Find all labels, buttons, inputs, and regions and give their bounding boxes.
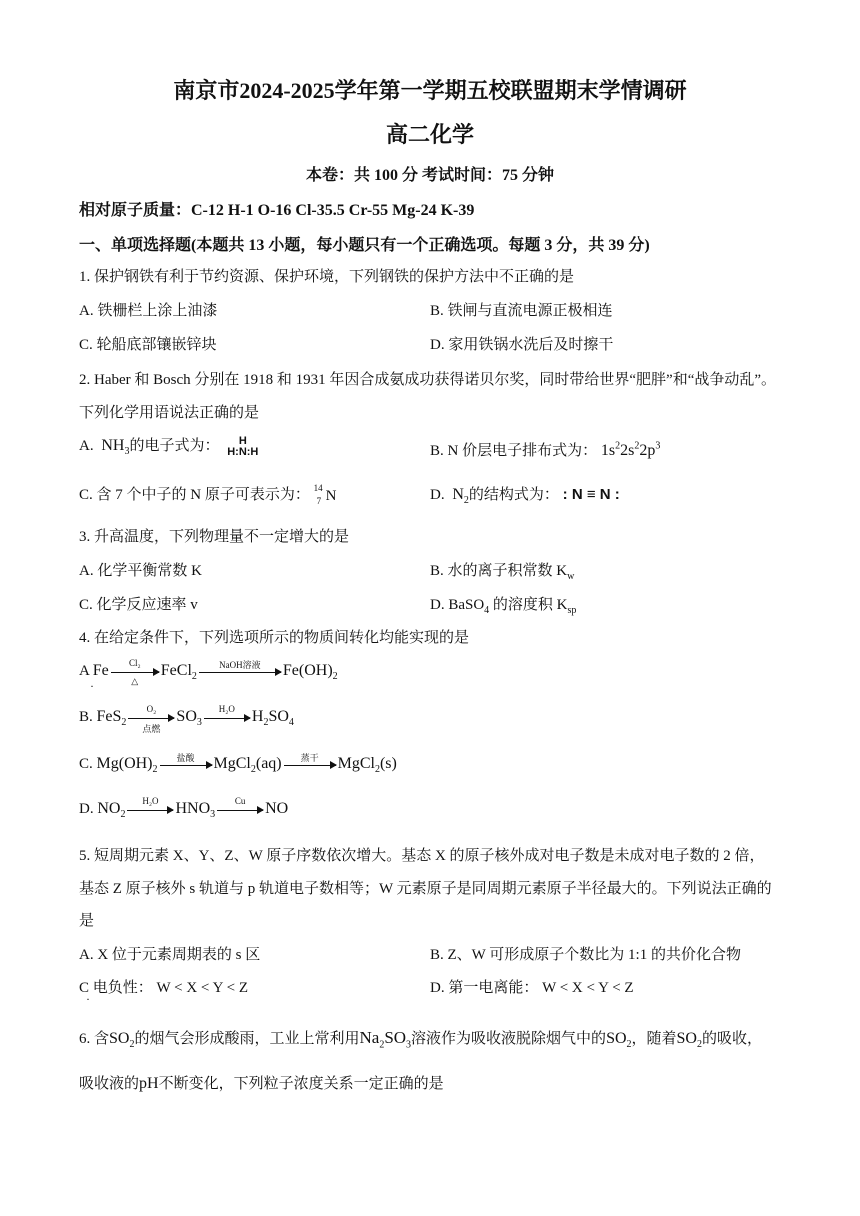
reaction-arrow xyxy=(160,752,212,766)
q4-c-eq: $Mg(OH)_2$ 盐酸 MgCl$_2$(aq) 蒸干 MgCl$_2$(s) xyxy=(96,752,397,776)
q3-stem: 3. 升高温度，下列物理量不一定增大的是 xyxy=(79,529,350,545)
exam-title: 南京市2024-2025学年第一学期五校联盟期末学情调研 xyxy=(173,78,687,103)
reaction-arrow xyxy=(199,659,281,673)
ph-symbol: pH xyxy=(139,1075,159,1092)
q4-c-p1-state: (aq) xyxy=(255,755,282,772)
arrow-cond-over: O₂ xyxy=(146,703,157,714)
q4-stem: 4. 在给定条件下，下列选项所示的物质间转化均能实现的是 xyxy=(79,630,470,646)
q4-c-p1: MgCl xyxy=(213,755,251,772)
q6-stem-line2 xyxy=(79,1072,444,1093)
q3-option-b xyxy=(430,559,574,582)
q2-b-text: B. N 价层电子排布式为： xyxy=(430,443,598,459)
q4-c-label: C. xyxy=(79,756,93,772)
q1-option-b: B. 铁闸与直流电源正极相连 xyxy=(430,303,613,319)
q4-a-r1: Fe xyxy=(92,662,109,679)
dot-mark: · xyxy=(86,992,90,1006)
section-heading: 一、单项选择题(本题共 13 小题，每小题只有一个正确选项。每题 3 分，共 39 分) xyxy=(79,237,650,254)
atomic-masses: 相对原子质量：C-12 H-1 O-16 Cl-35.5 Cr-55 Mg-24 K-39 xyxy=(79,202,475,219)
reaction-arrow xyxy=(217,795,263,811)
arrow-cond-under: △ xyxy=(131,675,139,686)
lewis-top-h: H xyxy=(238,434,247,447)
q5-option-c: C 电负性： W < X < Y < Z xyxy=(79,980,248,996)
arrow-cond-over: NaOH溶液 xyxy=(219,659,261,670)
arrow-cond-over: H₂O xyxy=(142,795,159,806)
q5-stem-line1: 5. 短周期元素 X、Y、Z、W 原子序数依次增大。基态 X 的原子核外成对电子数是未成对电子数的 2 倍， xyxy=(79,848,765,864)
q4-a-p1: FeCl xyxy=(160,662,192,679)
q5-option-b: B. Z、W 可形成原子个数比为 1:1 的共价化合物 xyxy=(430,947,741,963)
q3-d-text: D. BaSO xyxy=(430,597,485,613)
nuclide-symbol xyxy=(313,482,337,506)
q3-option-a: A. 化学平衡常数 K xyxy=(79,563,202,579)
q2-c-text: C. 含 7 个中子的 N 原子可表示为： xyxy=(79,487,310,503)
electron-configuration: $1s^22s^22p^3$ xyxy=(600,440,661,459)
q4-d-eq: $NO_2$ H₂O $HNO_3$ Cu NO xyxy=(97,795,289,821)
q2-option-d xyxy=(430,483,620,506)
q2-d-prefix: D. xyxy=(430,487,445,503)
reaction-arrow xyxy=(204,703,250,719)
arrow-cond-over: 盐酸 xyxy=(176,752,195,763)
exam-subject: 高二化学 xyxy=(385,122,474,147)
arrow-cond-over: Cu xyxy=(234,795,246,806)
q2-stem-line1: 2. Haber 和 Bosch 分别在 1918 和 1931 年因合成氨成功获得诺贝尔奖，同时带给世界“肥胖”和“战争动乱”。 xyxy=(79,372,777,388)
nuclide-element: N xyxy=(325,487,337,504)
q4-c-p2: MgCl xyxy=(337,755,375,772)
q4-d-label: D. xyxy=(79,801,94,817)
so2-formula: $SO_2$ xyxy=(109,1030,135,1051)
na2so3-formula: $Na_2SO_3$ xyxy=(359,1028,412,1051)
q4-b-r1: FeS xyxy=(96,708,122,725)
q1-option-c: C. 轮船底部镶嵌锌块 xyxy=(79,337,217,353)
q6-text-c: 溶液作为吸收液脱除烟气中的 xyxy=(411,1031,607,1047)
reaction-arrow xyxy=(284,752,336,766)
q4-c-r1: Mg(OH) xyxy=(96,755,153,772)
q2-a-formula: $NH_3$ xyxy=(97,437,130,458)
q6-text-g: 不断变化，下列粒子浓度关系一定正确的是 xyxy=(158,1076,444,1092)
q3-b-text: B. 水的离子积常数 K xyxy=(430,563,568,579)
q2-option-a xyxy=(79,434,258,458)
ammonia-lewis-structure xyxy=(227,436,258,458)
q2-option-b xyxy=(430,439,660,460)
q4-option-a xyxy=(79,657,338,686)
n2-structure: : N ≡ N : xyxy=(562,486,620,503)
q2-stem-line2: 下列化学用语说法正确的是 xyxy=(79,405,260,421)
q5-stem-line3: 是 xyxy=(79,913,95,929)
arrow-cond-over: Cl₂ xyxy=(128,657,141,668)
q4-d-r1: NO xyxy=(97,800,121,817)
q3-d-sub4: 4 xyxy=(484,605,490,616)
q5-stem-line2: 基态 Z 原子核外 s 轨道与 p 轨道电子数相等；W 元素原子是同周期元素原子半径最大的。下列说法正确的 xyxy=(79,881,772,897)
exam-info: 本卷：共 100 分 考试时间：75 分钟 xyxy=(305,167,554,184)
q6-stem-line1 xyxy=(79,1027,762,1050)
q3-d-sub: sp xyxy=(567,605,577,616)
so2-formula: $SO_2$ xyxy=(676,1030,702,1051)
q4-a-eq: Fe Cl₂ △ FeCl$_2$ NaOH溶液 $Fe(OH)_2$ xyxy=(92,657,338,686)
q1-option-a: A. 铁栅栏上涂上油漆 xyxy=(79,303,218,319)
arrow-cond-over: H₂O xyxy=(218,703,235,714)
q6-text-b: 的烟气会形成酸雨，工业上常利用 xyxy=(134,1031,360,1047)
q2-d-text: 的结构式为： xyxy=(468,487,559,503)
q3-option-c: C. 化学反应速率 v xyxy=(79,597,198,613)
q4-option-c xyxy=(79,752,397,776)
q6-text-e: 的吸收， xyxy=(701,1031,762,1047)
dot-mark: · xyxy=(90,679,94,693)
nuclide-z: 7 xyxy=(316,495,322,506)
q5-option-d: D. 第一电离能： W < X < Y < Z xyxy=(430,980,634,996)
arrow-cond-under: 点燃 xyxy=(142,723,161,734)
reaction-arrow xyxy=(127,795,173,811)
reaction-arrow xyxy=(111,657,159,686)
q6-text-d: ，随着 xyxy=(631,1031,677,1047)
q4-option-b xyxy=(79,703,294,734)
q4-b-eq: FeS$_2$ O₂ 点燃 $SO_3$ H₂O $H_2SO_4$ xyxy=(96,703,294,734)
q4-b-label: B. xyxy=(79,709,93,725)
nuclide-mass: 14 xyxy=(313,482,323,493)
q4-option-d xyxy=(79,795,289,821)
q2-option-c xyxy=(79,483,336,505)
q2-d-formula: $N_2$ xyxy=(448,486,469,507)
q4-a-p2: Fe(OH) xyxy=(282,662,333,679)
q2-a-text: 的电子式为： xyxy=(129,438,220,454)
q3-option-d xyxy=(430,593,576,616)
q2-a-prefix: A. xyxy=(79,438,94,454)
so2-formula: $SO_2$ xyxy=(606,1030,632,1051)
q3-d-rest: 的溶度积 K xyxy=(489,597,568,613)
q4-a-label: A xyxy=(79,663,90,679)
q5-option-a: A. X 位于元素周期表的 s 区 xyxy=(79,947,261,963)
q4-b-p2: H xyxy=(251,708,264,725)
q1-stem: 1. 保护钢铁有利于节约资源、保护环境，下列钢铁的保护方法中不正确的是 xyxy=(79,269,575,285)
arrow-cond-over: 蒸干 xyxy=(300,752,319,763)
q4-d-p1: HNO xyxy=(175,800,211,817)
q4-b-p1: SO xyxy=(176,708,197,725)
q6-text-a: 6. 含 xyxy=(79,1031,110,1047)
lewis-mid-row: H:N:H xyxy=(227,445,259,458)
q3-b-sub: w xyxy=(567,571,575,582)
reaction-arrow xyxy=(128,703,174,734)
q1-option-d: D. 家用铁锅水洗后及时擦干 xyxy=(430,337,614,353)
q4-d-p2: NO xyxy=(265,800,289,817)
q4-c-p2-state: (s) xyxy=(379,755,397,772)
q6-text-f: 吸收液的 xyxy=(79,1076,140,1092)
